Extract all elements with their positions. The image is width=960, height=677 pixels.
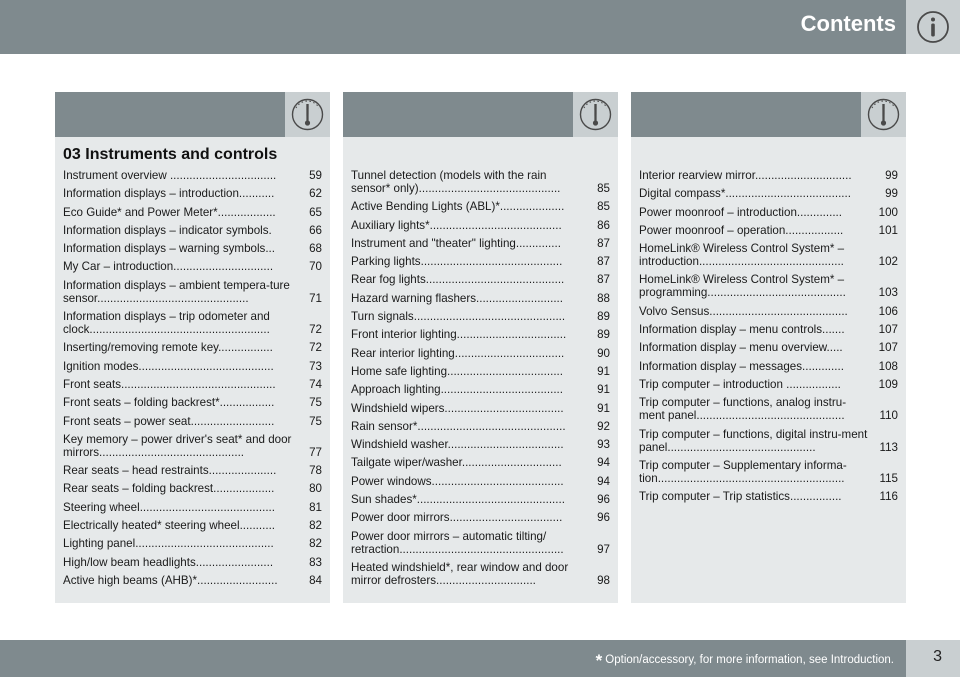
toc-entry[interactable]: Rear interior lighting.................................. 90	[351, 346, 610, 360]
gauge-icon-box	[285, 92, 330, 137]
toc-entry[interactable]: Power door mirrors................................... 96	[351, 511, 610, 525]
toc-entry[interactable]: Approach lighting...................................... 91	[351, 383, 610, 397]
toc-entry[interactable]: Information displays – indicator symbols. 66	[63, 223, 322, 237]
toc-entry[interactable]: Instrument and "theater" lighting.............. 87	[351, 236, 610, 250]
toc-entry[interactable]: Power moonroof – operation.................. 101	[639, 223, 898, 237]
toc-entry[interactable]: Information displays – trip odometer and clock........................................................ 72	[63, 310, 322, 337]
toc-entry[interactable]: Tunnel detection (models with the rain sensor* only)............................................ 85	[351, 169, 610, 195]
toc-entry[interactable]: Auxiliary lights*......................................... 86	[351, 218, 610, 232]
footnote-text: Option/accessory, for more information, see Introduction.	[605, 654, 894, 666]
toc-entry[interactable]: Heated windshield*, rear window and door mirror defrosters............................... 98	[351, 560, 610, 587]
page-title: Contents	[800, 11, 896, 36]
toc-entry[interactable]: Information display – menu overview..... 107	[639, 341, 898, 355]
toc-entry[interactable]: Ignition modes.......................................... 73	[63, 359, 322, 373]
toc-entry[interactable]: Information displays – warning symbols... 68	[63, 242, 322, 256]
toc-entry[interactable]: Turn signals............................................... 89	[351, 310, 610, 324]
toc-column-1	[55, 92, 330, 603]
toc-entry[interactable]: Key memory – power driver's seat* and door mirrors............................................. 77	[63, 432, 322, 459]
toc-entry[interactable]: Information displays – ambient tempera-ture sensor............................................... 71	[63, 278, 322, 305]
toc-entry[interactable]: Rear fog lights........................................... 87	[351, 273, 610, 287]
footnote-star: *	[595, 651, 603, 670]
info-icon	[915, 9, 951, 45]
toc-entry[interactable]: HomeLink® Wireless Control System* – introduction............................................. 102	[639, 242, 898, 269]
toc-entry[interactable]: Interior rearview mirror.............................. 99	[639, 169, 898, 182]
toc-entry[interactable]: Trip computer – functions, analog instru-ment panel.............................................. 110	[639, 396, 898, 423]
toc-entry[interactable]: Hazard warning flashers........................... 88	[351, 291, 610, 305]
section-title: 03 Instruments and controls	[63, 146, 278, 163]
toc-entry[interactable]: Power windows......................................... 94	[351, 474, 610, 488]
toc-entry[interactable]: Inserting/removing remote key................. 72	[63, 341, 322, 355]
toc-list	[639, 169, 898, 508]
column-header	[343, 92, 618, 137]
toc-entry[interactable]: Eco Guide* and Power Meter*.................. 65	[63, 205, 322, 219]
toc-entry[interactable]: Front seats – power seat.......................... 75	[63, 414, 322, 428]
gauge-icon-box	[861, 92, 906, 137]
toc-entry[interactable]: My Car – introduction............................... 70	[63, 260, 322, 274]
toc-entry[interactable]: Trip computer – Supplementary informa-tion.......................................................... 115	[639, 458, 898, 485]
gauge-icon	[865, 96, 902, 133]
toc-entry[interactable]: High/low beam headlights........................ 83	[63, 555, 322, 569]
toc-entry[interactable]: Trip computer – Trip statistics................ 116	[639, 490, 898, 504]
toc-entry[interactable]: Home safe lighting.................................... 91	[351, 364, 610, 378]
toc-entry[interactable]: Electrically heated* steering wheel........... 82	[63, 519, 322, 533]
info-icon-box	[906, 0, 960, 54]
toc-entry[interactable]: Trip computer – functions, digital instru-ment panel.............................................. 113	[639, 427, 898, 454]
toc-entry[interactable]: Digital compass*....................................... 99	[639, 187, 898, 201]
toc-entry[interactable]: Front seats................................................ 74	[63, 377, 322, 391]
toc-entry[interactable]: Rear seats – folding backrest................... 80	[63, 482, 322, 496]
toc-column-3	[631, 92, 906, 603]
toc-entry[interactable]: HomeLink® Wireless Control System* – programming........................................... 103	[639, 273, 898, 300]
toc-entry[interactable]: Sun shades*.............................................. 96	[351, 493, 610, 507]
toc-entry[interactable]: Information display – messages............. 108	[639, 359, 898, 373]
gauge-icon	[577, 96, 614, 133]
toc-entry[interactable]: Steering wheel.......................................... 81	[63, 500, 322, 514]
gauge-icon	[289, 96, 326, 133]
column-header	[631, 92, 906, 137]
toc-list	[63, 169, 322, 592]
page-number: 3	[933, 648, 942, 665]
toc-entry[interactable]: Information display – menu controls....... 107	[639, 323, 898, 337]
toc-entry[interactable]: Front interior lighting.................................. 89	[351, 328, 610, 342]
toc-entry[interactable]: Trip computer – introduction ................. 109	[639, 377, 898, 391]
toc-entry[interactable]: Rear seats – head restraints..................... 78	[63, 464, 322, 478]
toc-entry[interactable]: Windshield washer.................................... 93	[351, 438, 610, 452]
toc-entry[interactable]: Information displays – introduction........... 62	[63, 187, 322, 201]
toc-entry[interactable]: Active high beams (AHB)*......................... 84	[63, 573, 322, 587]
toc-list	[351, 169, 610, 592]
toc-entry[interactable]: Power moonroof – introduction.............. 100	[639, 205, 898, 219]
toc-entry[interactable]: Volvo Sensus........................................... 106	[639, 304, 898, 318]
toc-column-2	[343, 92, 618, 603]
toc-entry[interactable]: Active Bending Lights (ABL)*.................... 85	[351, 200, 610, 214]
gauge-icon-box	[573, 92, 618, 137]
toc-entry[interactable]: Windshield wipers..................................... 91	[351, 401, 610, 415]
page-footer	[0, 640, 960, 677]
column-header	[55, 92, 330, 137]
toc-entry[interactable]: Tailgate wiper/washer............................... 94	[351, 456, 610, 470]
toc-entry[interactable]: Rain sensor*.............................................. 92	[351, 419, 610, 433]
toc-entry[interactable]: Instrument overview ................................. 59	[63, 169, 322, 182]
toc-entry[interactable]: Lighting panel........................................... 82	[63, 537, 322, 551]
footnote	[596, 651, 894, 671]
toc-entry[interactable]: Parking lights............................................ 87	[351, 255, 610, 269]
toc-entry[interactable]: Front seats – folding backrest*................. 75	[63, 396, 322, 410]
page-header	[0, 0, 960, 54]
page-number-box	[906, 640, 960, 677]
toc-entry[interactable]: Power door mirrors – automatic tilting/ retraction................................................... 97	[351, 529, 610, 556]
